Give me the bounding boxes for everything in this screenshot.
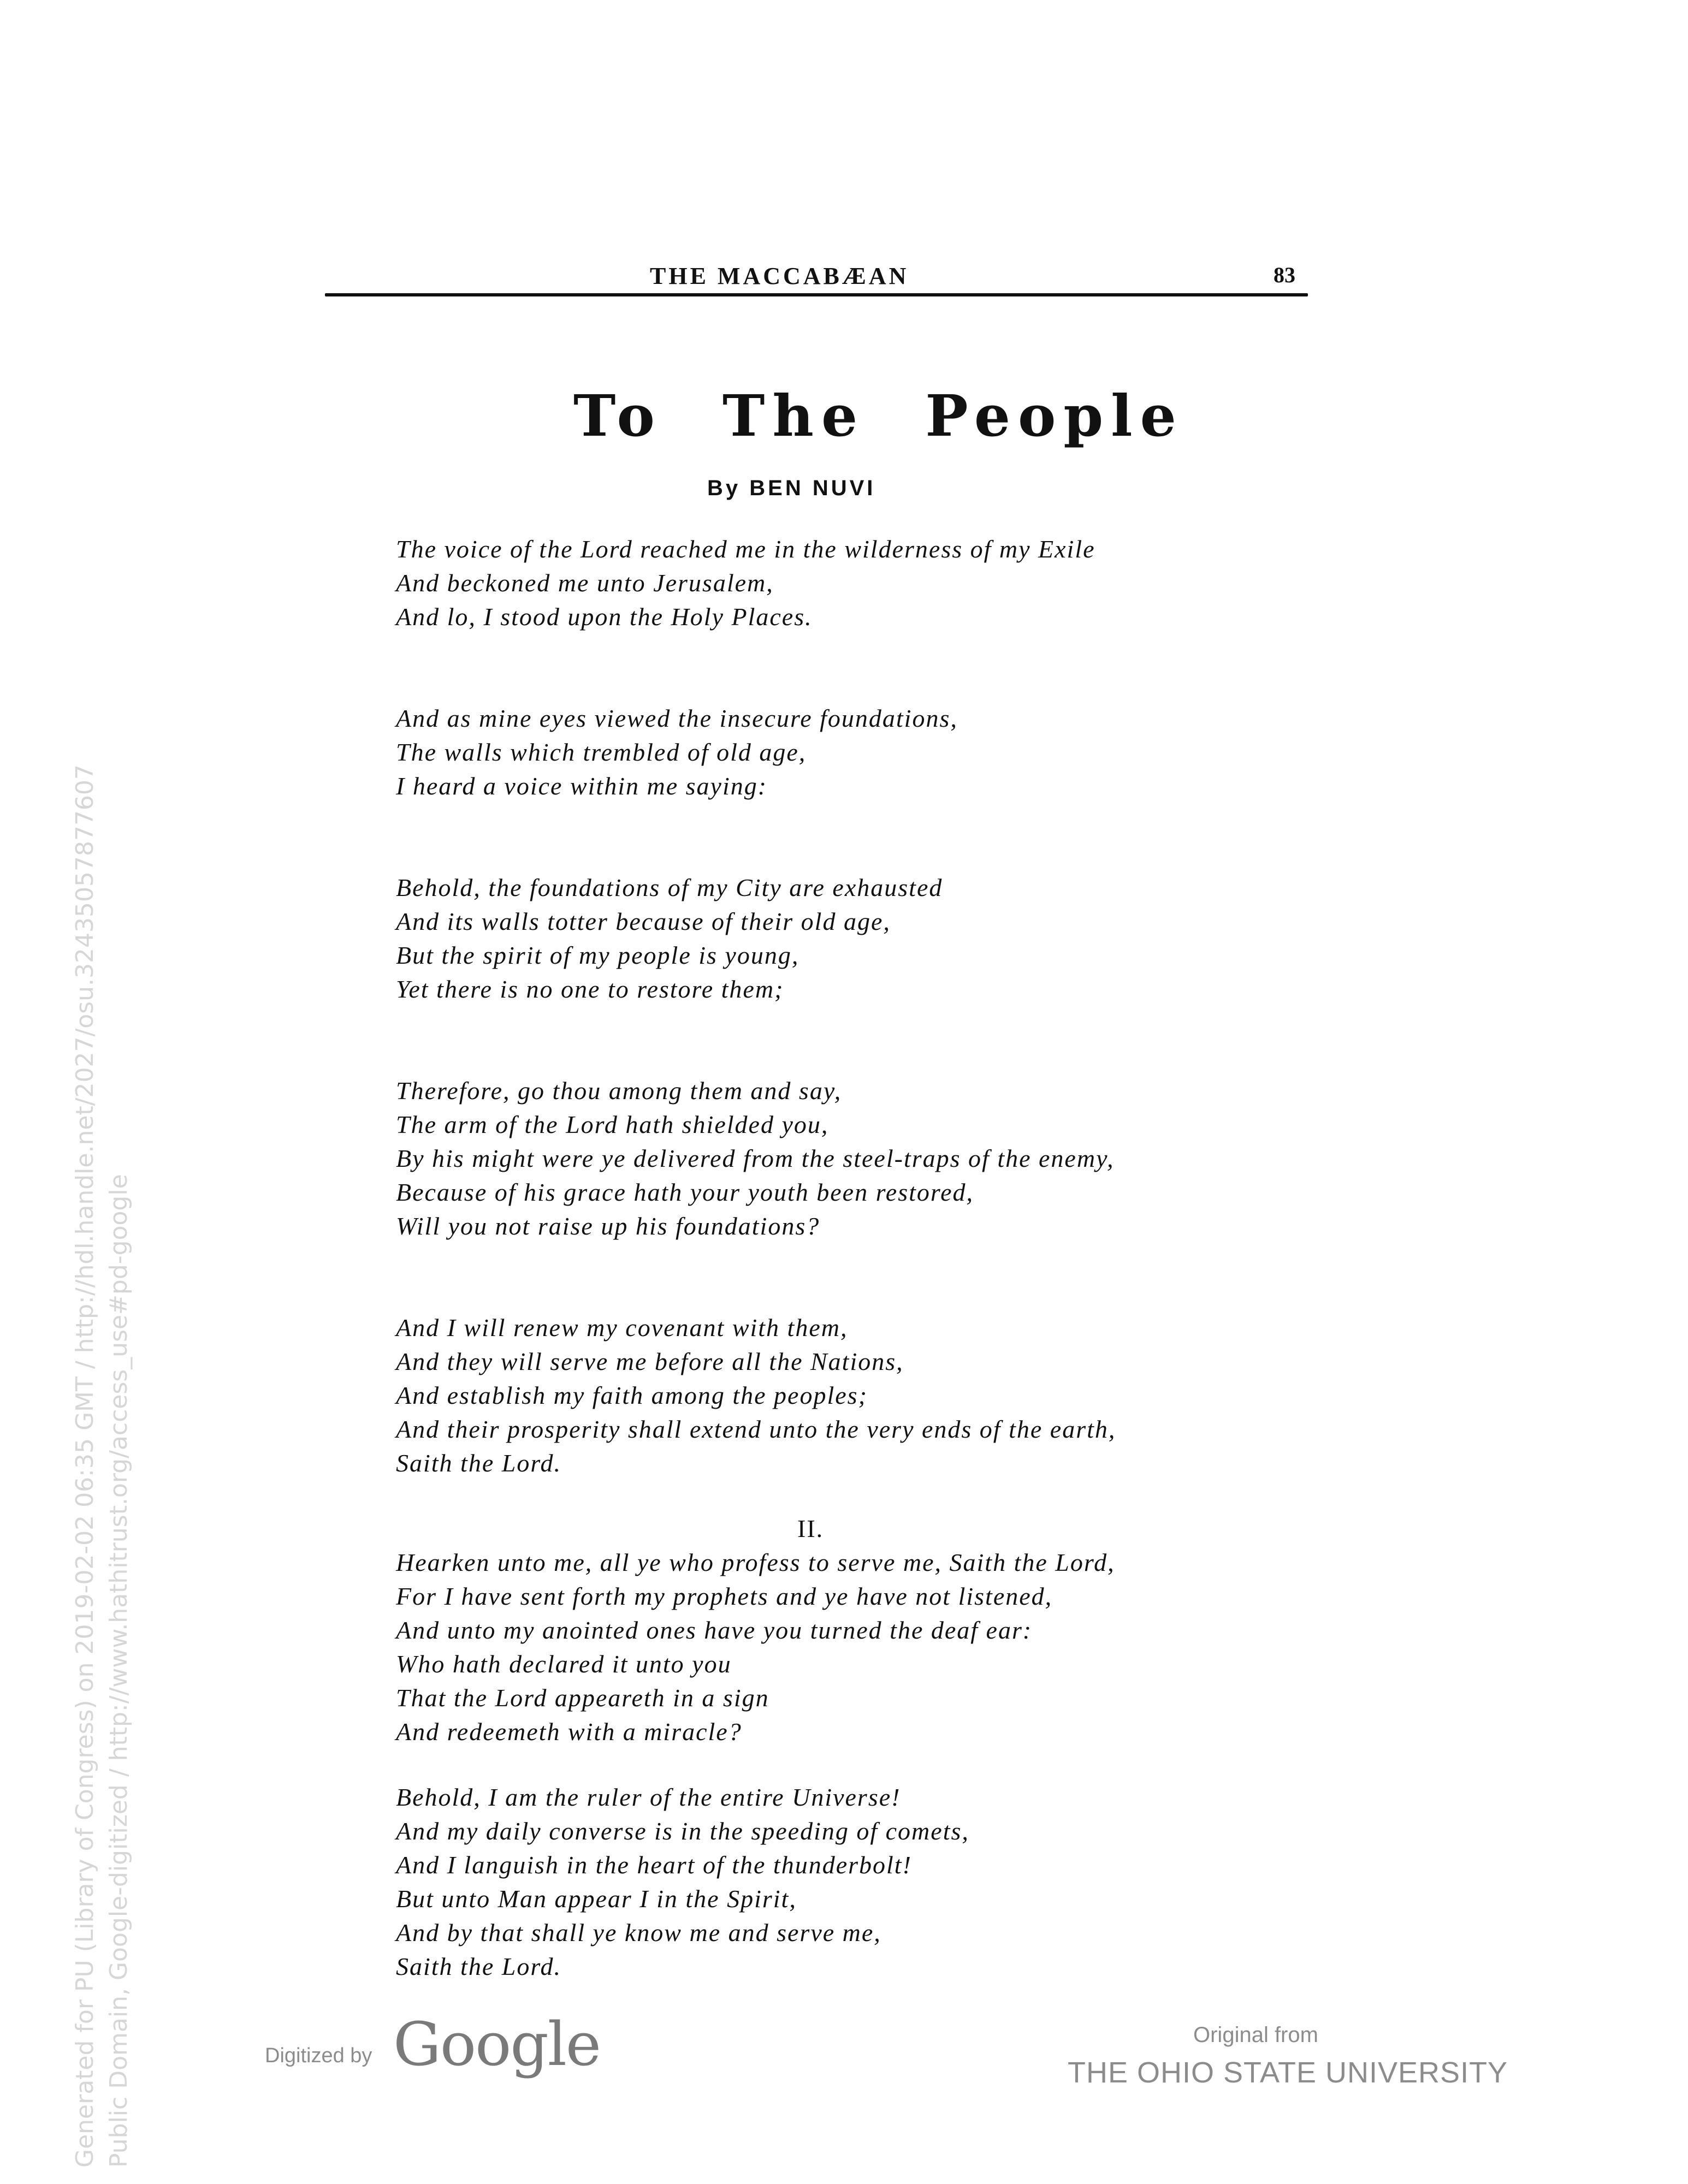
stanza	[396, 1781, 1116, 1984]
header-rule	[325, 293, 1308, 296]
poem-line: Because of his grace hath your youth been restored,	[396, 1178, 974, 1206]
page-number: 83	[1274, 263, 1295, 287]
stanza	[396, 1074, 1116, 1243]
stanza	[396, 871, 1116, 1006]
poem-line: I heard a voice within me saying:	[396, 772, 768, 800]
poem-line: The walls which trembled of old age,	[396, 738, 807, 766]
poem-line: The arm of the Lord hath shielded you,	[396, 1111, 829, 1138]
poem-line: For I have sent forth my prophets and ye have not listened,	[396, 1582, 1053, 1610]
poem-line: And lo, I stood upon the Holy Places.	[396, 603, 813, 631]
original-from-label: Original from	[1193, 2023, 1318, 2047]
poem-line: But the spirit of my people is young,	[396, 941, 799, 969]
watermark-line: Public Domain, Google-digitized / http://www.hathitrust.org/access_use#pd-google	[105, 1174, 133, 2168]
poem-line: And I will renew my covenant with them,	[396, 1314, 848, 1342]
poem-line: And their prosperity shall extend unto the very ends of the earth,	[396, 1415, 1116, 1443]
stanza	[396, 1546, 1116, 1749]
poem-line: That the Lord appeareth in a sign	[396, 1684, 769, 1712]
running-head: THE MACCABÆAN	[650, 263, 909, 289]
poem-byline: By BEN NUVI	[707, 476, 876, 500]
poem-line: Behold, the foundations of my City are exhausted	[396, 874, 943, 901]
poem-line: And beckoned me unto Jerusalem,	[396, 569, 774, 597]
poem-line: Who hath declared it unto you	[396, 1650, 732, 1678]
institution-name: THE OHIO STATE UNIVERSITY	[1068, 2056, 1508, 2089]
poem-line: And as mine eyes viewed the insecure foundations,	[396, 704, 958, 732]
poem-line: The voice of the Lord reached me in the wilderness of my Exile	[396, 535, 1095, 563]
poem-title: To The People	[573, 382, 1184, 449]
access-watermark	[68, 764, 136, 2168]
poem-line: Yet there is no one to restore them;	[396, 975, 784, 1003]
stanza	[396, 1311, 1116, 1480]
digitized-by-label: Digitized by	[265, 2044, 372, 2067]
poem-line: And its walls totter because of their old age,	[396, 907, 891, 935]
poem-line: And I languish in the heart of the thunderbolt!	[396, 1851, 912, 1879]
poem-line: And establish my faith among the peoples;	[396, 1381, 868, 1409]
section-numeral: II.	[797, 1515, 824, 1542]
poem-line: Will you not raise up his foundations?	[396, 1212, 820, 1240]
poem-line: And they will serve me before all the Nations,	[396, 1348, 904, 1375]
poem-line: And unto my anointed ones have you turned the deaf ear:	[396, 1616, 1033, 1644]
google-logo: Google	[393, 2009, 601, 2079]
watermark-line: Generated for PU (Library of Congress) on 2019-02-02 06:35 GMT / http://hdl.handle.net/2027/osu.32435057877607	[71, 764, 99, 2168]
poem-line: And my daily converse is in the speeding of comets,	[396, 1817, 969, 1845]
poem-line: But unto Man appear I in the Spirit,	[396, 1885, 797, 1913]
poem-line: Saith the Lord.	[396, 1449, 562, 1477]
poem-line: And redeemeth with a miracle?	[396, 1718, 742, 1746]
poem-body	[396, 532, 1116, 2051]
poem-line: Hearken unto me, all ye who profess to serve me, Saith the Lord,	[396, 1548, 1115, 1576]
poem-line: Therefore, go thou among them and say,	[396, 1077, 842, 1105]
stanza	[396, 702, 1116, 803]
poem-line: And by that shall ye know me and serve me,	[396, 1919, 881, 1946]
poem-line: By his might were ye delivered from the steel-traps of the enemy,	[396, 1144, 1115, 1172]
poem-line: Saith the Lord.	[396, 1952, 562, 1980]
stanza	[396, 532, 1116, 634]
poem-line: Behold, I am the ruler of the entire Universe!	[396, 1783, 901, 1811]
